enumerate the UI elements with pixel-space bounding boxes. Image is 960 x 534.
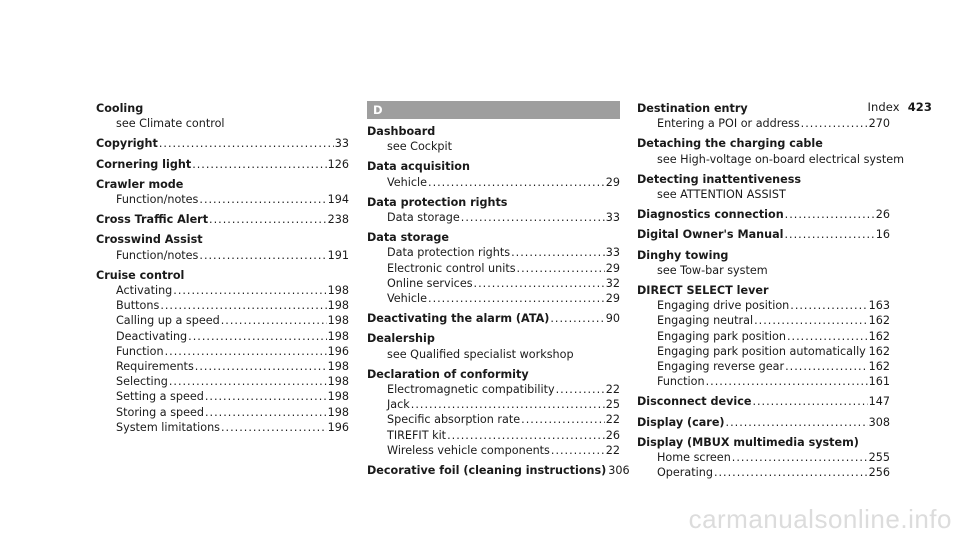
entry-label: Engaging drive position [657,299,790,313]
entry-label: Cornering light [96,157,192,171]
index-entry [367,124,620,139]
index-entry [367,331,620,346]
letter-heading: D [367,101,620,119]
index-subentry [637,450,890,465]
entry-page-link[interactable]: 22 [605,383,620,397]
index-entry [637,101,890,116]
entry-page-link[interactable]: 238 [327,213,349,227]
entry-page-link[interactable]: 26 [605,428,620,442]
entry-label: Function [116,344,164,358]
dot-leader [173,283,326,298]
entry-label: Deactivating the alarm (ATA) [367,312,550,326]
entry-page-link[interactable]: 22 [605,443,620,457]
entry-label: Detecting inattentiveness [637,172,802,186]
dot-leader [160,298,326,313]
dot-leader [784,227,874,242]
index-entry [367,159,620,174]
entry-label: Destination entry [637,102,748,115]
dot-leader [726,415,868,430]
entry-page-link[interactable]: 25 [605,398,620,412]
entry-page-link[interactable]: 161 [868,375,890,389]
entry-label: Data storage [387,211,460,225]
dot-leader [556,382,605,397]
index-subentry [96,389,349,404]
index-cross-reference: see ATTENTION ASSIST [657,188,786,202]
entry-page-link[interactable]: 255 [868,451,890,465]
index-subentry [96,283,349,298]
entry-label: Selecting [116,375,168,389]
index-entry [96,157,349,172]
watermark: carmanualsonline.info [688,503,952,534]
entry-label: Deactivating [116,329,188,343]
index-subentry [367,276,620,291]
entry-label: Cross Traffic Alert [96,213,209,227]
page-number: 423 [907,100,932,114]
dot-leader [754,313,868,328]
entry-label: Requirements [116,360,194,374]
index-entry [96,101,349,116]
index-entry [367,195,620,210]
index-cross-reference: see High-voltage on-board electrical system [657,152,905,166]
entry-label: TIREFIT kit [387,428,447,442]
entry-label: Cruise control [96,268,185,282]
entry-label: Disconnect device [637,395,752,409]
entry-page-link[interactable]: 33 [605,211,620,225]
index-entry [637,394,890,409]
dot-leader [447,428,605,443]
dot-leader [209,212,327,227]
entry-page-link[interactable]: 194 [327,193,349,207]
entry-label: Cooling [96,102,144,115]
entry-label: Specific absorption rate [387,413,521,427]
entry-label: Setting a speed [116,390,204,404]
dot-leader [199,192,326,207]
index-subentry [96,298,349,313]
entry-label: Function/notes [116,193,199,207]
entry-page-link[interactable]: 198 [327,284,349,298]
entry-label: Entering a POI or address [657,117,800,131]
index-subentry [96,420,349,435]
entry-label: Wireless vehicle components [387,443,550,457]
index-subentry [367,245,620,260]
entry-label: Dinghy towing [637,248,729,262]
index-subentry [367,443,620,458]
dot-leader [205,405,327,420]
dot-leader [517,261,605,276]
entry-label: Diagnostics connection [637,208,784,222]
index-entry [367,367,620,382]
dot-leader [511,245,605,260]
dot-leader [461,210,605,225]
entry-page-link[interactable]: 256 [868,466,890,480]
index-entry [96,212,349,227]
entry-label: Dashboard [367,125,436,138]
dot-leader [159,136,334,151]
entry-label: Home screen [657,451,731,465]
index-entry [637,172,890,187]
entry-page-link[interactable]: 16 [875,228,890,242]
entry-label: Vehicle [387,175,428,189]
entry-label: Activating [116,284,173,298]
entry-page-link[interactable]: 162 [868,360,890,374]
entry-label: System limitations [116,420,220,434]
entry-page-link[interactable]: 198 [327,299,349,313]
index-subentry [637,298,890,313]
index-subentry [367,382,620,397]
entry-label: Engaging neutral [657,314,754,328]
entry-page-link[interactable]: 198 [327,390,349,404]
index-cross-reference: see Cockpit [387,140,453,154]
index-subentry [96,374,349,389]
index-entry [637,415,890,430]
index-entry [96,177,349,192]
dot-leader [188,329,326,344]
dot-leader [706,374,868,389]
dot-leader [551,443,605,458]
index-subentry [96,192,349,207]
index-column-2 [367,101,630,478]
entry-label: Dealership [367,332,435,346]
entry-label: Detaching the charging cable [637,137,823,151]
dot-leader [474,276,605,291]
entry-page-link[interactable]: 198 [327,360,349,374]
dot-leader [867,344,868,359]
index-entry [637,248,890,263]
entry-page-link[interactable]: 162 [868,344,890,358]
index-entry [637,136,890,151]
dot-leader [411,397,605,412]
index-entry [637,283,890,298]
entry-label: Online services [387,276,473,290]
index-column-1 [96,101,349,435]
entry-page-link[interactable]: 196 [327,420,349,434]
entry-label: Data acquisition [367,160,470,174]
dot-leader [714,465,868,480]
entry-page-link[interactable]: 33 [334,137,349,151]
entry-label: DIRECT SELECT lever [637,284,769,298]
entry-page-link[interactable]: 306 [608,464,630,478]
entry-label: Function/notes [116,248,199,262]
section-title: Index [867,100,900,114]
entry-page-link[interactable]: 198 [327,375,349,389]
index-subentry [367,261,620,276]
dot-leader [785,359,868,374]
entry-page-link[interactable]: 32 [605,276,620,290]
dot-leader [199,248,326,263]
index-entry [96,268,349,283]
entry-label: Data storage [367,231,449,245]
index-subentry [637,344,890,359]
index-subentry [96,248,349,263]
entry-label: Copyright [96,137,158,151]
index-subentry [637,329,890,344]
entry-label: Buttons [116,299,160,313]
index-column-3 [637,101,905,480]
entry-page-link[interactable]: 162 [868,314,890,328]
index-subentry [367,291,620,306]
entry-label: Storing a speed [116,405,204,419]
index-subentry [96,329,349,344]
entry-label: Crawler mode [96,177,184,191]
index-entry [637,227,890,242]
entry-page-link[interactable]: 22 [605,413,620,427]
entry-label: Electromagnetic compatibility [387,383,555,397]
entry-page-link[interactable]: 308 [868,415,890,429]
index-entry [367,463,630,478]
dot-leader [787,329,868,344]
index-cross-reference: see Qualified specialist workshop [387,347,574,361]
index-subentry [637,359,890,374]
dot-leader [752,394,867,409]
entry-page-link[interactable]: 26 [875,208,890,222]
index-subentry [637,313,890,328]
entry-label: Crosswind Assist [96,233,203,247]
entry-page-link[interactable]: 90 [605,312,620,326]
entry-label: Jack [387,398,410,412]
dot-leader [801,116,868,131]
entry-page-link[interactable]: 29 [605,261,620,275]
index-entry [367,230,620,245]
dot-leader [428,291,605,306]
index-entry [367,311,620,326]
entry-label: Display (MBUX multimedia system) [637,435,859,449]
entry-label: Declaration of conformity [367,367,529,381]
index-subentry [637,465,890,480]
index-subentry [96,344,349,359]
index-subentry [637,374,890,389]
entry-label: Electronic control units [387,261,516,275]
entry-page-link[interactable]: 29 [605,175,620,189]
dot-leader [521,412,605,427]
index-cross-reference: see Climate control [116,117,225,131]
dot-leader [550,311,604,326]
entry-label: Vehicle [387,292,428,306]
entry-label: Engaging reverse gear [657,360,785,374]
index-entry [96,232,349,247]
index-subentry [96,313,349,328]
entry-page-link[interactable]: 33 [605,246,620,260]
entry-label: Engaging park position automatically [657,344,866,358]
index-subentry [367,428,620,443]
dot-leader [192,157,326,172]
entry-page-link[interactable]: 191 [327,248,349,262]
index-entry [637,207,890,222]
dot-leader [165,344,327,359]
entry-label: Operating [657,466,713,480]
index-subentry [367,175,620,190]
entry-label: Digital Owner's Manual [637,228,784,242]
dot-leader [790,298,867,313]
index-subentry [637,116,890,131]
entry-page-link[interactable]: 198 [327,405,349,419]
index-subentry [96,359,349,374]
dot-leader [195,359,327,374]
index-entry [96,136,349,151]
entry-label: Decorative foil (cleaning instructions) [367,464,607,478]
index-entry [637,435,890,450]
entry-label: Function [657,375,705,389]
entry-page-link[interactable]: 163 [868,299,890,313]
dot-leader [169,374,327,389]
index-subentry [367,397,620,412]
entry-page-link[interactable]: 126 [327,157,349,171]
entry-label: Data protection rights [367,195,508,209]
dot-leader [221,313,327,328]
dot-leader [428,175,605,190]
dot-leader [221,420,327,435]
entry-page-link[interactable]: 198 [327,314,349,328]
entry-label: Data protection rights [387,246,511,260]
entry-label: Calling up a speed [116,314,220,328]
entry-page-link[interactable]: 198 [327,329,349,343]
dot-leader [205,389,327,404]
entry-page-link[interactable]: 196 [327,344,349,358]
entry-page-link[interactable]: 270 [868,117,890,131]
entry-label: Display (care) [637,415,725,429]
index-subentry [367,210,620,225]
dot-leader [785,207,875,222]
dot-leader [732,450,868,465]
entry-page-link[interactable]: 147 [868,395,890,409]
entry-page-link[interactable]: 29 [605,292,620,306]
index-cross-reference: see Tow-bar system [657,263,768,277]
index-subentry [367,412,620,427]
index-subentry [96,405,349,420]
entry-page-link[interactable]: 162 [868,329,890,343]
entry-label: Engaging park position [657,329,786,343]
